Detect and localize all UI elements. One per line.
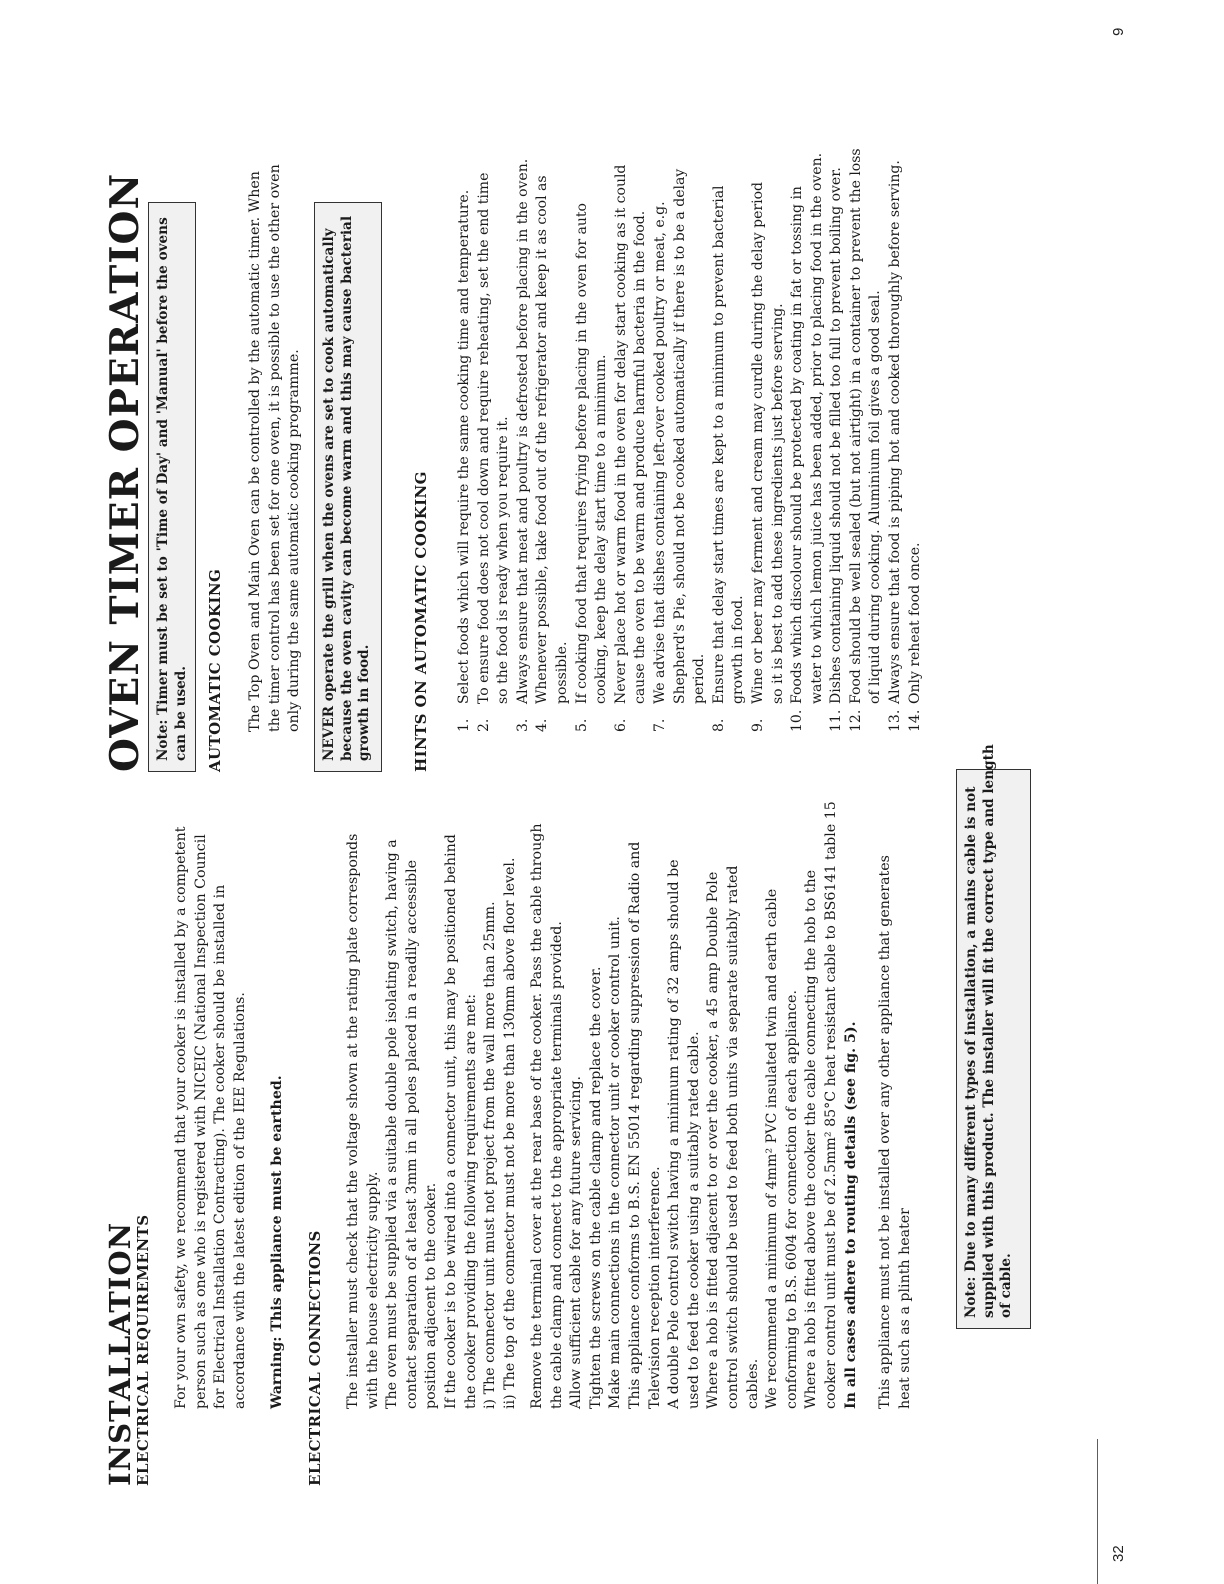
text-line: with the house electricity supply. (364, 1171, 381, 1409)
never-grill-warning-box (314, 202, 382, 772)
hint-line: so the food is ready when you require it. (495, 416, 512, 704)
text-line: of cable. (998, 1253, 1014, 1318)
hint-number: 9. (749, 718, 766, 732)
earthed-warning: Warning: This appliance must be earthed. (269, 1075, 285, 1409)
page-number-right: 9 (1110, 27, 1127, 36)
hint-line: period. (691, 653, 708, 704)
hint-number: 1. (456, 718, 472, 732)
hints-heading: HINTS ON AUTOMATIC COOKING (412, 471, 430, 772)
hint-line: Never place hot or warm food in the oven for delay start cooking as it could (612, 164, 629, 704)
text-line: the timer control has been set for one oven, it is possible to use the other oven (266, 164, 283, 732)
hint-number: 11. (828, 709, 845, 732)
text-line: i) The connector unit must not project from the wall more than 25mm. (482, 901, 499, 1409)
hint-item (651, 148, 710, 732)
text-line: Where a hob is fitted above the cooker the cable connecting the hob to the (803, 869, 820, 1409)
text-line: can be used. (172, 665, 189, 761)
hint-item (886, 148, 906, 732)
text-line: If the cooker is to be wired into a connector unit, this may be positioned behind (442, 834, 459, 1409)
text-line: supplied with this product. The installer will fit the correct type and length (980, 744, 997, 1318)
hint-number: 12. (847, 709, 864, 732)
text-line: conforming to B.S. 6004 for connection of each appliance. (783, 990, 800, 1409)
hint-item (455, 148, 475, 732)
hint-item (533, 148, 572, 732)
hint-number: 7. (651, 718, 668, 732)
intro-paragraph (172, 827, 250, 1409)
hint-line: so it is best to add these ingredients just before serving. (769, 303, 786, 704)
hint-number: 2. (475, 718, 492, 732)
text-line: This appliance must not be installed over any other appliance that generates (877, 855, 893, 1409)
hint-number: 5. (573, 718, 590, 732)
text-line: For your own safety, we recommend that your cooker is installed by a competent (173, 826, 189, 1409)
text-line: cooker control unit must be of 2.5mm² 85°C heat resistant cable to BS6141 table 15 (822, 801, 839, 1409)
text-line: A double Pole control switch having a minimum rating of 32 amps should be (666, 859, 683, 1409)
text-line: because the oven cavity can become warm and this may cause bacterial (338, 215, 355, 761)
text-line: This appliance conforms to B.S. EN 55014 regarding suppression of Radio and (626, 841, 643, 1409)
hint-item (749, 148, 788, 732)
hint-item (847, 148, 886, 732)
automatic-cooking-heading: AUTOMATIC COOKING (206, 568, 224, 772)
hint-line: Ensure that delay start times are kept to a minimum to prevent bacterial (710, 185, 727, 704)
hints-list (455, 148, 925, 732)
text-line: Television reception interference. (646, 1166, 663, 1409)
hint-number: 4. (534, 718, 551, 732)
page-number-left: 32 (1110, 1545, 1127, 1562)
automatic-cooking-paragraph (246, 164, 305, 732)
hint-line: water to which lemon juice has been added, prior to placing food in the oven. (808, 152, 825, 704)
text-line: only during the same automatic cooking programme. (286, 349, 303, 732)
hint-line: growth in food. (730, 595, 747, 704)
text-line: The installer must check that the voltage shown at the rating plate corresponds (345, 833, 361, 1409)
text-line: accordance with the latest edition of the IEE Regulations. (231, 992, 248, 1409)
hint-line: To ensure food does not cool down and require reheating, set the end time (475, 172, 492, 704)
hint-line: Food should be well sealed (but not airtight) in a container to prevent the loss (847, 148, 864, 704)
hint-number: 10. (789, 709, 806, 732)
connections-paragraph (344, 834, 520, 1409)
text-line: used to feed the cooker using a suitably rated cable. (685, 1031, 702, 1409)
hint-item (612, 148, 651, 732)
hint-line: Dishes containing liquid should not be filled too full to prevent boiling over. (828, 167, 845, 704)
hint-number: 13. (887, 709, 904, 732)
text-line: ii) The top of the connector must not be more than 130mm above floor level. (501, 857, 518, 1409)
routing-instruction: In all cases adhere to routing details (see fig. 5). (842, 1021, 859, 1409)
hint-line: cause the oven to be warm and produce harmful bacteria in the food. (632, 210, 649, 704)
hint-number: 14. (906, 709, 923, 732)
hint-item (788, 148, 827, 732)
hint-line: Whenever possible, take food out of the refrigerator and keep it as cool as (534, 175, 551, 704)
page-rule (1097, 1439, 1098, 1584)
text-line: the cable clamp and connect to the appropriate terminals provided. (548, 921, 565, 1409)
installation-title: INSTALLATION (103, 1221, 137, 1486)
hint-number: 8. (710, 718, 727, 732)
electrical-requirements-heading: ELECTRICAL REQUIREMENTS (134, 1214, 152, 1486)
hint-line: Select foods which will require the same cooking time and temperature. (456, 189, 472, 704)
hint-line: Only reheat food once. (906, 542, 923, 704)
text-line: contact separation of at least 3mm in all poles placed in a readily accessible (403, 859, 420, 1409)
text-line: Remove the terminal cover at the rear base of the cooker. Pass the cable through (529, 823, 545, 1409)
text-line: heat such as a plinth heater (896, 1208, 913, 1409)
cable-note-box (956, 744, 1031, 1329)
hint-number: 3. (514, 718, 531, 732)
hint-line: of liquid during cooking. Aluminium foil gives a good seal. (867, 290, 884, 704)
text-line: Note: Due to many different types of installation, a mains cable is not (963, 786, 979, 1318)
hint-line: Always ensure that meat and poultry is defrosted before placing in the oven. (514, 158, 531, 704)
text-line: growth in food. (356, 644, 372, 761)
hint-line: possible. (553, 641, 570, 704)
text-line: NEVER operate the grill when the ovens are set to cook automatically (321, 228, 337, 761)
text-line: cables. (744, 1358, 761, 1409)
electrical-connections-heading: ELECTRICAL CONNECTIONS (306, 1230, 324, 1486)
hint-item (827, 148, 847, 732)
terminal-paragraph (528, 801, 861, 1409)
hint-line: Always ensure that food is piping hot and cooked thoroughly before serving. (887, 160, 904, 704)
hint-line: We advise that dishes containing left-over cooked poultry or meat, e.g. (651, 201, 668, 704)
hint-number: 6. (612, 718, 629, 732)
hint-line: Shepherd's Pie, should not be cooked automatically if there is to be a delay (671, 168, 688, 704)
hint-item (573, 148, 612, 732)
hint-line: Foods which discolour should be protected by coating in fat or tossing in (789, 186, 806, 704)
text-line: Note: Timer must be set to 'Time of Day' and 'Manual' before the ovens (155, 217, 171, 761)
timer-note-box (148, 202, 196, 772)
text-line: the cooker providing the following requirements are met: (462, 994, 479, 1409)
text-line: Allow sufficient cable for any future servicing. (568, 1075, 585, 1409)
text-line: Where a hob is fitted adjacent to or over the cooker, a 45 amp Double Pole (705, 871, 722, 1409)
hint-line: Wine or beer may ferment and cream may curdle during the delay period (749, 182, 766, 704)
text-line: position adjacent to the cooker. (423, 1182, 440, 1409)
text-line: We recommend a minimum of 4mm² PVC insulated twin and earth cable (764, 888, 781, 1409)
text-line: person such as one who is registered with NICEIC (National Inspection Council (192, 834, 209, 1409)
oven-timer-title: OVEN TIMER OPERATION (102, 172, 148, 772)
text-line: The oven must be supplied via a suitable double pole isolating switch, having a (384, 839, 401, 1409)
hint-item (906, 148, 926, 732)
text-line: The Top Oven and Main Oven can be controlled by the automatic timer. When (247, 171, 263, 732)
hint-line: cooking, keep the delay start time to a minimum. (593, 354, 610, 704)
hint-item (514, 148, 534, 732)
text-line: for Electrical Installation Contracting). The cooker should be installed in (212, 884, 229, 1409)
text-line: control switch should be used to feed both units via separate suitably rated (724, 865, 741, 1409)
hint-item (710, 148, 749, 732)
hint-line: If cooking food that requires frying before placing in the oven for auto (573, 203, 590, 704)
plinth-paragraph (876, 855, 915, 1409)
hint-item (475, 148, 514, 732)
text-line: Make main connections in the connector unit or cooker control unit. (607, 916, 624, 1409)
text-line: Tighten the screws on the cable clamp and replace the cover. (587, 966, 604, 1409)
